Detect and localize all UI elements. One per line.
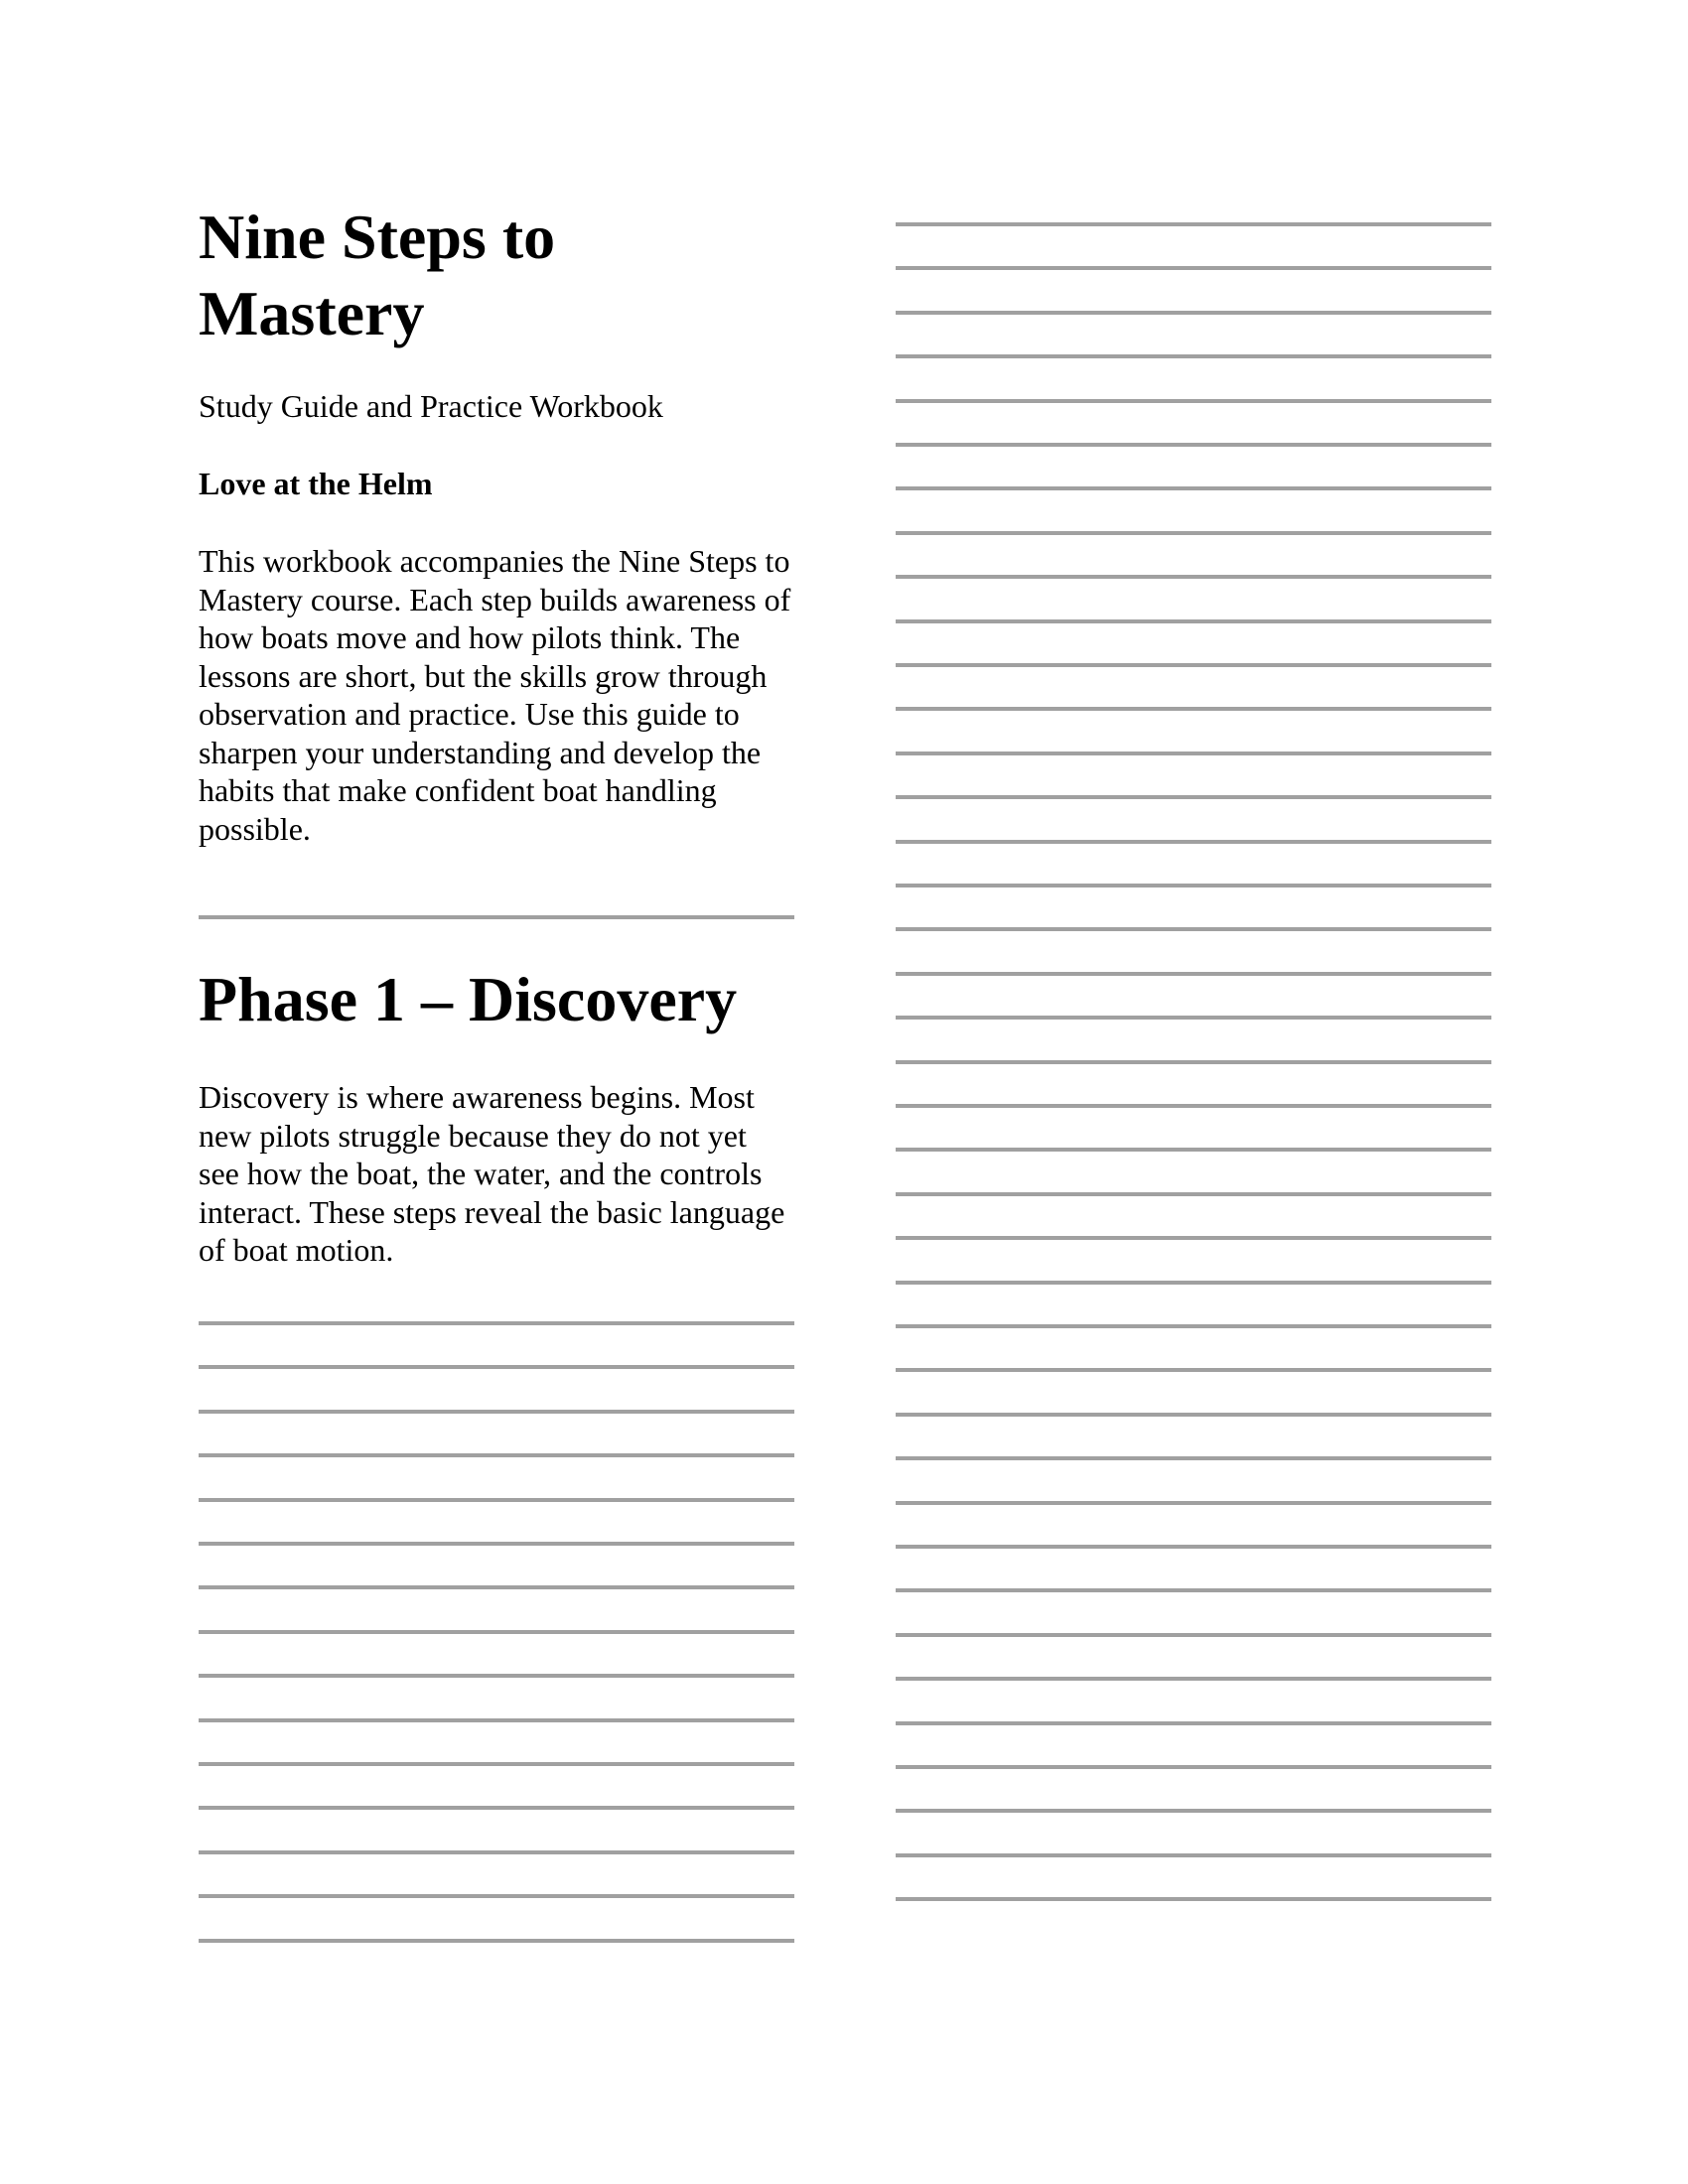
- document-subtitle: Study Guide and Practice Workbook: [199, 388, 663, 424]
- writing-line: [199, 1542, 794, 1546]
- writing-line: [896, 972, 1491, 976]
- writing-line: [896, 222, 1491, 226]
- writing-line: [199, 1585, 794, 1589]
- writing-line: [199, 1718, 794, 1722]
- phase-description: Discovery is where awareness begins. Most new pilots struggle because they do not yet see how the boat, the water, and the controls interact. These steps reveal the basic language of boat motion.: [199, 1079, 785, 1268]
- writing-line: [896, 1192, 1491, 1196]
- writing-line: [896, 354, 1491, 358]
- writing-line: [896, 1545, 1491, 1549]
- writing-line: [896, 1016, 1491, 1020]
- writing-line: [199, 1850, 794, 1854]
- writing-line: [896, 1633, 1491, 1637]
- left-column: [199, 199, 794, 1268]
- writing-line: [896, 1368, 1491, 1372]
- writing-line: [896, 663, 1491, 667]
- writing-line: [896, 1104, 1491, 1108]
- writing-line: [199, 1453, 794, 1457]
- writing-line: [896, 1324, 1491, 1328]
- writing-line: [199, 1321, 794, 1325]
- writing-line: [896, 1501, 1491, 1505]
- writing-line: [896, 1236, 1491, 1240]
- author-line: Love at the Helm: [199, 466, 433, 501]
- writing-line: [896, 1853, 1491, 1857]
- writing-line: [896, 531, 1491, 535]
- writing-line: [199, 1894, 794, 1898]
- writing-line: [896, 884, 1491, 887]
- writing-line: [896, 443, 1491, 447]
- writing-line: [896, 1677, 1491, 1681]
- writing-line: [896, 1721, 1491, 1725]
- writing-line: [896, 840, 1491, 844]
- writing-line: [896, 1413, 1491, 1417]
- writing-line: [896, 1897, 1491, 1901]
- writing-line: [199, 1674, 794, 1678]
- writing-line: [896, 1281, 1491, 1285]
- intro-paragraph: This workbook accompanies the Nine Steps to Mastery course. Each step builds awareness of how boats move and how pilots think. The lessons are short, but the skills grow through observation and practice. Use this guide to sharpen your understanding and develop the habits that make confident boat handling possible.: [199, 543, 791, 847]
- writing-line: [896, 1456, 1491, 1460]
- writing-line: [199, 1806, 794, 1810]
- writing-line: [896, 399, 1491, 403]
- writing-line: [896, 1060, 1491, 1064]
- writing-line: [199, 1762, 794, 1766]
- writing-line: [896, 795, 1491, 799]
- writing-line: [896, 266, 1491, 270]
- writing-line: [896, 707, 1491, 711]
- writing-line: [896, 751, 1491, 755]
- writing-line: [896, 927, 1491, 931]
- writing-line: [896, 1809, 1491, 1813]
- writing-line: [896, 1148, 1491, 1152]
- phase-title: Phase 1 – Discovery: [199, 964, 738, 1034]
- writing-line: [199, 1365, 794, 1369]
- writing-line: [199, 1410, 794, 1414]
- writing-line: [199, 1939, 794, 1943]
- writing-line: [896, 486, 1491, 490]
- writing-line: [199, 1498, 794, 1502]
- writing-line: [896, 575, 1491, 579]
- section-divider: [199, 915, 794, 919]
- writing-line: [199, 1630, 794, 1634]
- writing-line: [896, 1588, 1491, 1592]
- document-title: Nine Steps to Mastery: [199, 202, 556, 348]
- writing-line: [896, 1765, 1491, 1769]
- writing-line: [896, 619, 1491, 623]
- writing-line: [896, 311, 1491, 315]
